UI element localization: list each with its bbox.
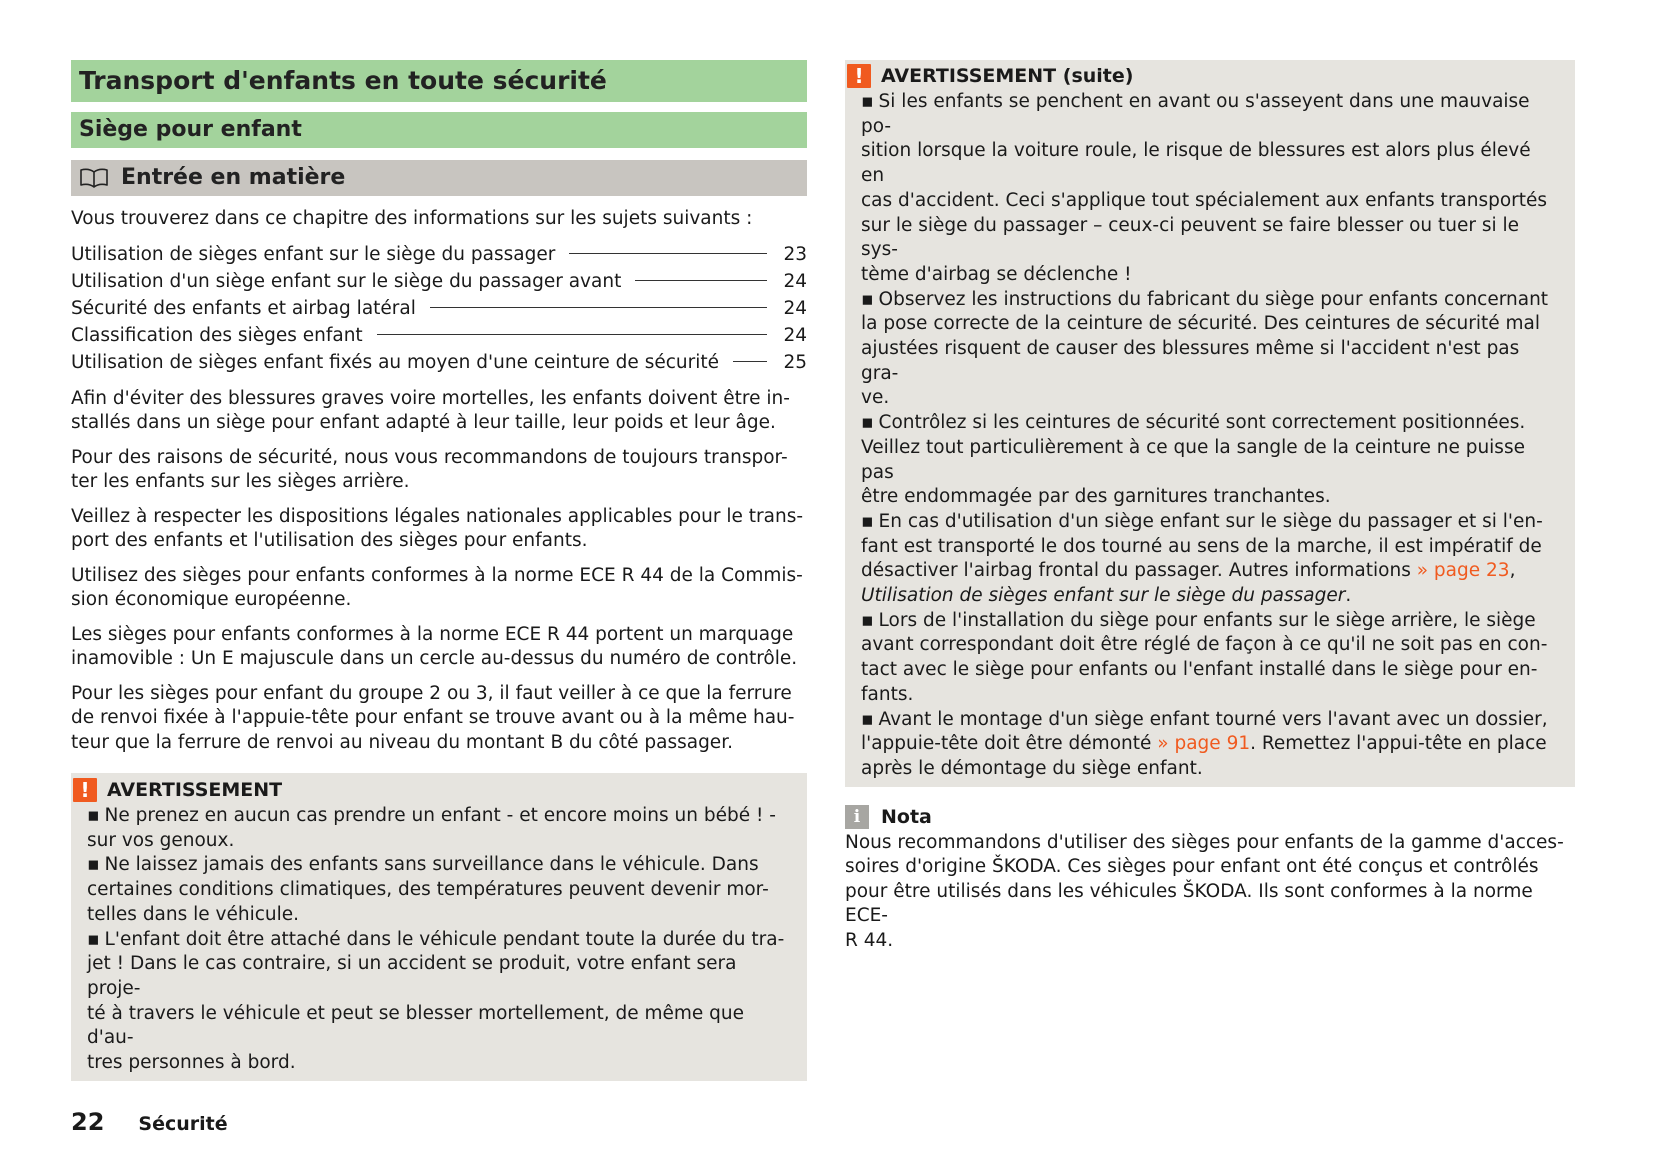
text-line: inamovible : Un E majuscule dans un cercle au-dessus du numéro de contrôle.: [71, 648, 798, 670]
warning-line: tres personnes à bord.: [87, 1052, 296, 1074]
warning-line: [861, 559, 1559, 584]
toc-leader: [635, 280, 767, 281]
warning-line: tème d'airbag se déclenche !: [861, 263, 1132, 285]
footer-section-name: Sécurité: [138, 1113, 228, 1135]
warning-line: té à travers le véhicule et peut se blesser mortellement, de même que d'au-: [87, 1002, 745, 1049]
warning-line: après le démontage du siège enfant.: [861, 757, 1203, 779]
warning-line: cas d'accident. Ceci s'applique tout spécialement aux enfants transportés: [861, 189, 1548, 211]
body-paragraph: [71, 682, 807, 756]
note-line: pour être utilisés dans les véhicules ŠKODA. Ils sont conformes à la norme ECE-: [845, 880, 1533, 927]
toc-entry-page[interactable]: 23: [783, 243, 807, 265]
body-paragraph: [71, 446, 807, 495]
toc-entry-label[interactable]: Utilisation de sièges enfant fixés au moyen d'une ceinture de sécurité: [71, 352, 719, 374]
warning-line: ▪ Contrôlez si les ceintures de sécurité sont correctement positionnées.: [861, 411, 1559, 436]
warning-line: [861, 732, 1559, 757]
warning-line: la pose correcte de la ceinture de sécurité. Des ceintures de sécurité mal: [861, 313, 1540, 335]
toc-entry[interactable]: [71, 268, 807, 295]
text-line: Les sièges pour enfants conformes à la norme ECE R 44 portent un marquage: [71, 623, 794, 645]
warning-title: AVERTISSEMENT: [107, 779, 283, 802]
warning-line: ▪ Lors de l'installation du siège pour enfants sur le siège arrière, le siège: [861, 609, 1559, 634]
page-footer: [71, 1108, 228, 1136]
warning-line: telles dans le véhicule.: [87, 903, 300, 925]
warning-line: ajustées risquent de causer des blessures même si l'accident n'est pas gra-: [861, 338, 1520, 384]
warning-line: ▪ Ne laissez jamais des enfants sans surveillance dans le véhicule. Dans: [87, 853, 791, 878]
toc-entry[interactable]: [71, 295, 807, 322]
text-line: ter les enfants sur les sièges arrière.: [71, 471, 410, 493]
warning-header: [71, 776, 791, 804]
toc-entry-page[interactable]: 25: [783, 352, 807, 374]
body-paragraph: [71, 505, 807, 554]
toc-leader: [377, 334, 767, 335]
body-paragraph: [71, 387, 807, 436]
subsection-title: [71, 160, 807, 196]
table-of-contents: [71, 241, 807, 377]
text-line: teur que la ferrure de renvoi au niveau du montant B du côté passager.: [71, 731, 733, 753]
toc-entry-page[interactable]: 24: [783, 270, 807, 292]
warning-line: ▪ Avant le montage d'un siège enfant tourné vers l'avant avec un dossier,: [861, 708, 1559, 733]
toc-entry[interactable]: [71, 349, 807, 376]
text-line: Veillez à respecter les dispositions légales nationales applicables pour le trans-: [71, 505, 804, 527]
subsection-title-text: Entrée en matière: [121, 165, 346, 190]
page-number: 22: [71, 1108, 105, 1136]
warning-line: fant est transporté le dos tourné au sens de la marche, il est impératif de: [861, 535, 1542, 557]
page-link[interactable]: » page 23: [1416, 560, 1510, 582]
warning-line-text: désactiver l'airbag frontal du passager. Autres informations: [861, 560, 1411, 582]
body-paragraph: [71, 564, 807, 613]
warning-line: sur le siège du passager – ceux-ci peuvent se faire blesser ou tuer si le sys-: [861, 214, 1520, 261]
warning-line-text: .: [1345, 585, 1352, 607]
warning-line: ▪ Ne prenez en aucun cas prendre un enfant - et encore moins un bébé ! -: [87, 804, 791, 829]
note-header: [845, 803, 1575, 831]
warning-title: AVERTISSEMENT (suite): [881, 65, 1134, 87]
text-line: Pour les sièges pour enfant du groupe 2 ou 3, il faut veiller à ce que la ferrure: [71, 682, 792, 704]
warning-line: sition lorsque la voiture roule, le risque de blessures est alors plus élevé en: [861, 140, 1531, 187]
warning-line: ve.: [861, 387, 890, 409]
warning-line-text: . Remettez l'appui-tête en place: [1250, 733, 1547, 755]
toc-leader: [430, 307, 767, 308]
warning-line: ▪ En cas d'utilisation d'un siège enfant sur le siège du passager et si l'en-: [861, 510, 1559, 535]
toc-leader: [569, 253, 767, 254]
toc-entry[interactable]: [71, 322, 807, 349]
cross-reference-title: Utilisation de sièges enfant sur le siège du passager: [861, 585, 1346, 607]
toc-leader: [733, 361, 767, 362]
section-title: Siège pour enfant: [71, 112, 807, 148]
exclamation-icon: !: [847, 64, 871, 88]
note-box: [845, 803, 1575, 954]
toc-entry[interactable]: [71, 241, 807, 268]
toc-entry-label[interactable]: Sécurité des enfants et airbag latéral: [71, 297, 416, 319]
text-line: Afin d'éviter des blessures graves voire mortelles, les enfants doivent être in-: [71, 387, 790, 409]
info-icon: i: [845, 805, 869, 829]
note-line: Nous recommandons d'utiliser des sièges pour enfants de la gamme d'acces-: [845, 831, 1564, 853]
text-line: port des enfants et l'utilisation des sièges pour enfants.: [71, 530, 588, 552]
warning-line: Veillez tout particulièrement à ce que la sangle de la ceinture ne puisse pas: [861, 436, 1525, 483]
book-icon: [79, 168, 109, 188]
warning-line: avant correspondant doit être réglé de façon à ce qu'il ne soit pas en con-: [861, 634, 1548, 656]
text-line: de renvoi fixée à l'appuie-tête pour enfant se trouve avant ou à la même hau-: [71, 707, 795, 729]
warning-line: fants.: [861, 683, 914, 705]
warning-line: ▪ Si les enfants se penchent en avant ou s'asseyent dans une mauvaise po-: [861, 90, 1559, 139]
text-line: Pour des raisons de sécurité, nous vous recommandons de toujours transpor-: [71, 446, 788, 468]
toc-entry-page[interactable]: 24: [783, 325, 807, 347]
text-line: stallés dans un siège pour enfant adapté à leur taille, leur poids et leur âge.: [71, 412, 776, 434]
text-line: sion économique européenne.: [71, 589, 352, 611]
page-link[interactable]: » page 91: [1157, 733, 1251, 755]
right-column: [845, 60, 1575, 953]
warning-line: tact avec le siège pour enfants ou l'enfant installé dans le siège pour en-: [861, 659, 1538, 681]
warning-line: être endommagée par des garnitures tranchantes.: [861, 486, 1331, 508]
exclamation-icon: !: [73, 778, 97, 802]
note-line: soires d'origine ŠKODA. Ces sièges pour enfant ont été conçus et contrôlés: [845, 856, 1539, 878]
note-line: R 44.: [845, 929, 894, 951]
note-title: Nota: [881, 805, 932, 828]
chapter-title: Transport d'enfants en toute sécurité: [71, 60, 807, 102]
warning-line: ▪ Observez les instructions du fabricant du siège pour enfants concernant: [861, 288, 1559, 313]
warning-line: certaines conditions climatiques, des températures peuvent devenir mor-: [87, 879, 769, 901]
warning-line: [861, 584, 1559, 609]
toc-entry-label[interactable]: Utilisation d'un siège enfant sur le siège du passager avant: [71, 270, 622, 292]
warning-line-text: l'appuie-tête doit être démonté: [861, 733, 1152, 755]
toc-entry-label[interactable]: Utilisation de sièges enfant sur le siège du passager: [71, 243, 556, 265]
intro-text: Vous trouverez dans ce chapitre des informations sur les sujets suivants :: [71, 208, 753, 229]
toc-entry-label[interactable]: Classification des sièges enfant: [71, 325, 363, 347]
left-column: [71, 60, 807, 1081]
warning-header: [845, 62, 1559, 90]
text-line: Utilisez des sièges pour enfants conformes à la norme ECE R 44 de la Commis-: [71, 564, 803, 586]
body-paragraph: [71, 623, 807, 672]
warning-line: jet ! Dans le cas contraire, si un accident se produit, votre enfant sera proje-: [87, 953, 737, 999]
warning-continued-box: [845, 60, 1575, 787]
toc-entry-page[interactable]: 24: [783, 297, 807, 319]
warning-line-text: ,: [1509, 560, 1516, 582]
warning-box: [71, 773, 807, 1081]
warning-line: sur vos genoux.: [87, 829, 235, 851]
warning-line: ▪ L'enfant doit être attaché dans le véhicule pendant toute la durée du tra-: [87, 928, 791, 953]
